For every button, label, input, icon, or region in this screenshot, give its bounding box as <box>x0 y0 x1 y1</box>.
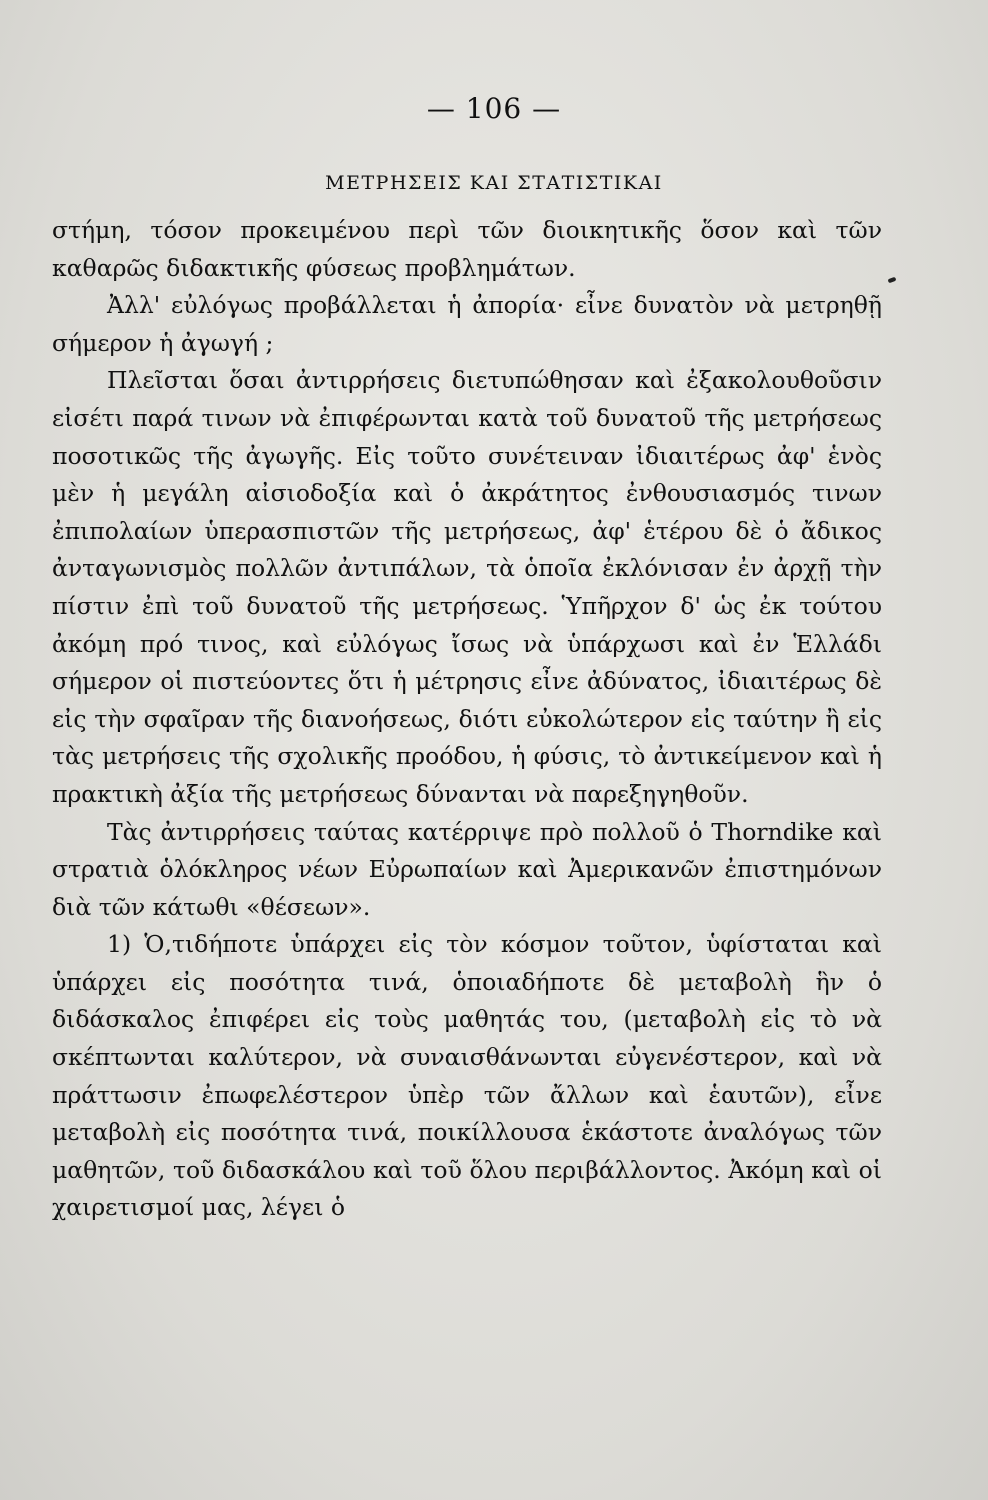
paragraph-thorndike: Τὰς ἀντιρρήσεις ταύτας κατέρριψε πρὸ πολλοῦ ὁ Thorndike καὶ στρατιὰ ὁλόκληρος νέων Εὐρωπαίων καὶ Ἀμερικανῶν ἐπιστημόνων διὰ τῶν κάτωθι «θέσεων». <box>52 817 882 921</box>
paragraph-objections: Πλεῖσται ὅσαι ἀντιρρήσεις διετυπώθησαν καὶ ἐξακολουθοῦσιν εἰσέτι παρά τινων νὰ ἐπιφέρωνται κατὰ τοῦ δυνατοῦ τῆς μετρήσεως ποσοτικῶς τῆς ἀγωγῆς. Εἰς τοῦτο συνέτειναν ἰδιαιτέρως ἀφ' ἑνὸς μὲν ἡ μεγάλη αἰσιοδοξία καὶ ὁ ἀκράτητος ἐνθουσιασμός τινων ἐπιπολαίων ὑπερασπιστῶν τῆς μετρήσεως, ἀφ' ἑτέρου δὲ ὁ ἄδικος ἀνταγωνισμὸς πολλῶν ἀντιπάλων, τὰ ὁποῖα ἐκλόνισαν ἐν ἀρχῇ τὴν πίστιν ἐπὶ τοῦ δυνατοῦ τῆς μετρήσεως. Ὑπῆρχον δ' ὡς ἐκ τούτου ἀκόμη πρό τινος, καὶ εὐλόγως ἴσως νὰ ὑπάρχωσι καὶ ἐν Ἑλλάδι σήμερον οἱ πιστεύοντες ὅτι ἡ μέτρησις εἶνε ἀδύνατος, ἰδιαιτέρως δὲ εἰς τὴν σφαῖραν τῆς διανοήσεως, διότι εὐκολώτερον εἰς ταύτην ἢ εἰς τὰς μετρήσεις τῆς σχολικῆς προόδου, ἡ φύσις, τὸ ἀντικείμενον καὶ ἡ πρακτικὴ ἀξία τῆς μετρήσεως δύνανται νὰ παρεξηγηθοῦν. <box>52 366 882 808</box>
paragraph-continuation: στήμη, τόσον προκειμένου περὶ τῶν διοικητικῆς ὅσον καὶ τῶν καθαρῶς διδακτικῆς φύσεως προβλημάτων. <box>52 216 882 282</box>
paragraph-question: Ἀλλ' εὐλόγως προβάλλεται ἡ ἀπορία· εἶνε δυνατὸν νὰ μετρηθῇ σήμερον ἡ ἀγωγή ; <box>52 291 882 357</box>
body-text <box>52 212 882 1227</box>
paragraph-thesis-1: 1) Ὁ,τιδήποτε ὑπάρχει εἰς τὸν κόσμον τοῦτον, ὑφίσταται καὶ ὑπάρχει εἰς ποσότητα τινά, ὁποιαδήποτε δὲ μεταβολὴ ἣν ὁ διδάσκαλος ἐπιφέρει εἰς τοὺς μαθητάς του, (μεταβολὴ εἰς τὸ νὰ σκέπτωνται καλύτερον, νὰ συναισθάνωνται εὐγενέστερον, καὶ νὰ πράττωσιν ἐπωφελέστερον ὑπὲρ τῶν ἄλλων καὶ ἑαυτῶν), εἶνε μεταβολὴ εἰς ποσότητα τινά, ποικίλλουσα ἑκάστοτε ἀναλόγως τῶν μαθητῶν, τοῦ διδασκάλου καὶ τοῦ ὅλου περιβάλλοντος. Ἀκόμη καὶ οἱ χαιρετισμοί μας, λέγει ὁ <box>52 930 882 1222</box>
page-number: — 106 — <box>426 92 562 125</box>
ink-smudge <box>888 277 897 283</box>
running-title: ΜΕΤΡΗΣΕΙΣ ΚΑΙ ΣΤΑΤΙΣΤΙΚΑΙ <box>325 172 663 194</box>
